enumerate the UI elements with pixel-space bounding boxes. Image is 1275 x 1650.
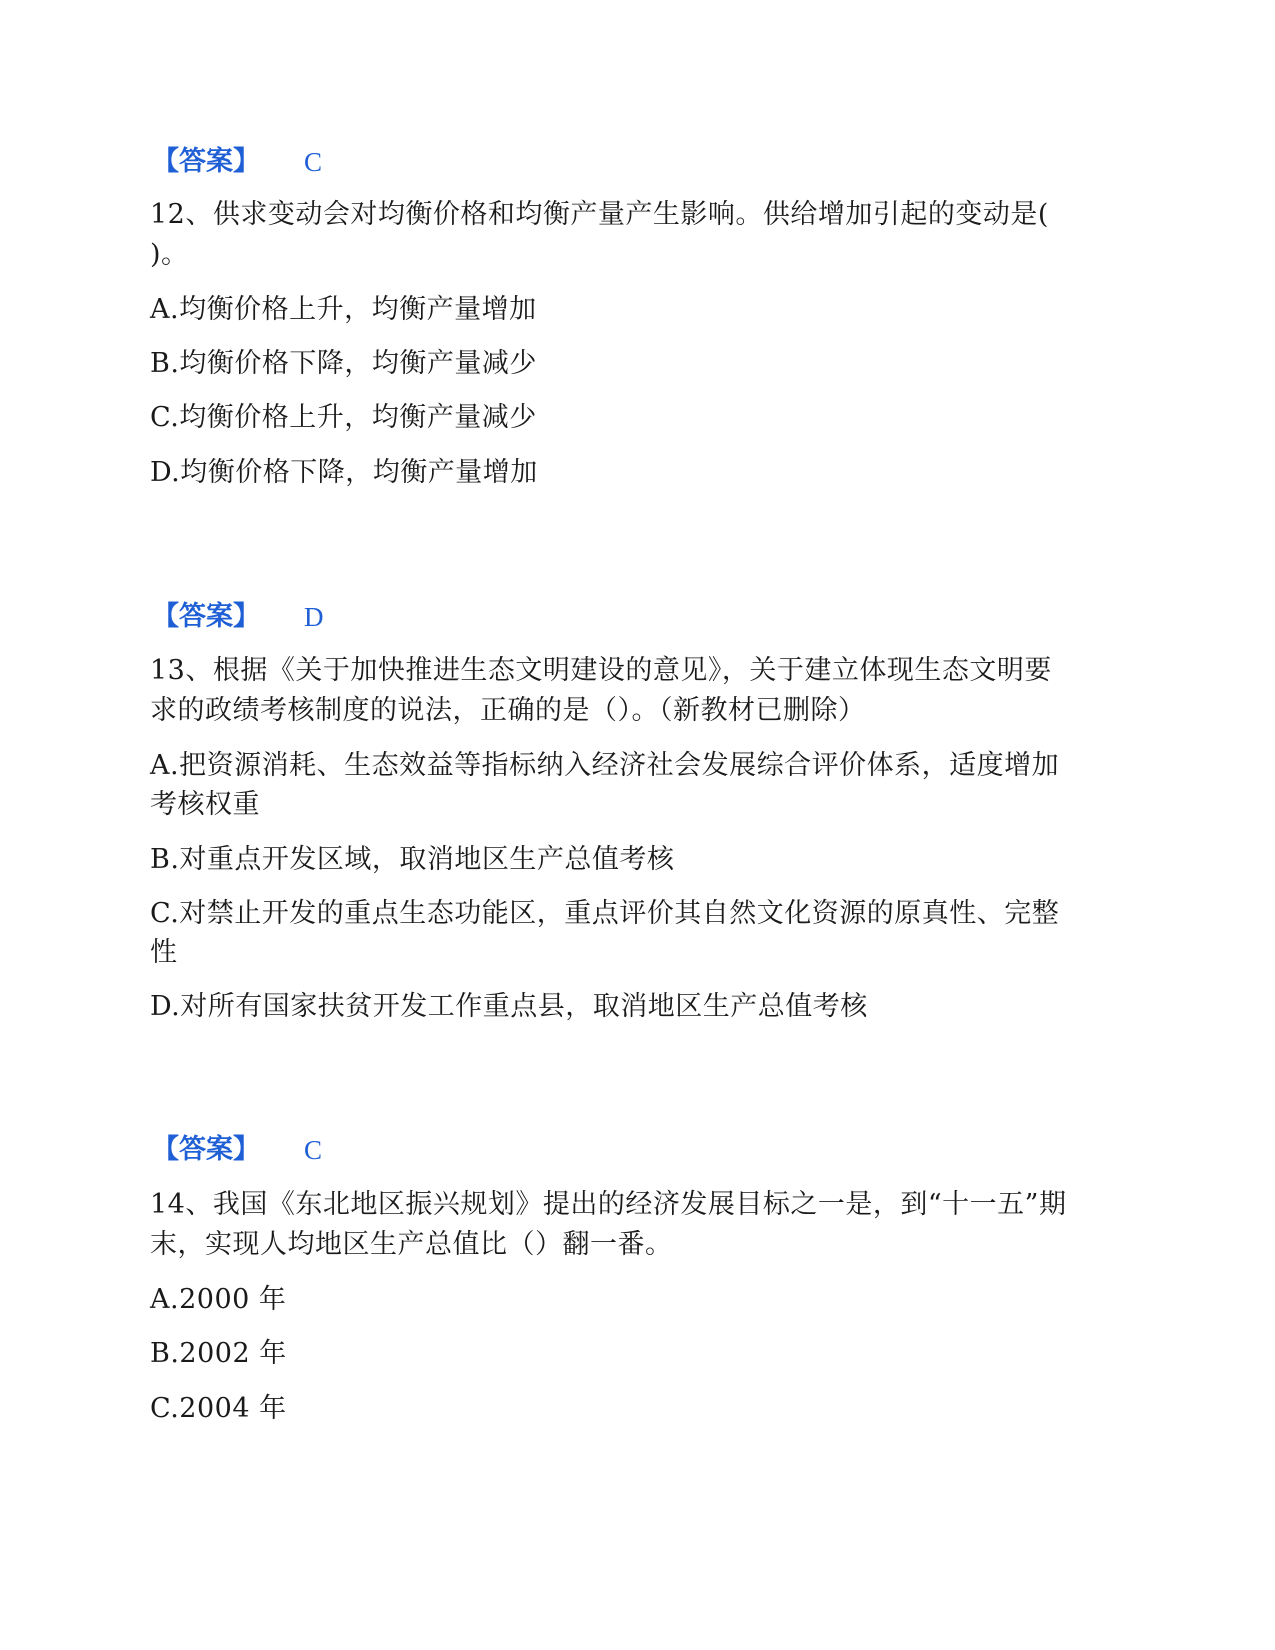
question-13-option-b: B.对重点开发区域，取消地区生产总值考核 <box>150 844 675 875</box>
question-14-option-a: A.2000 年 <box>150 1284 287 1315</box>
answer-value: C <box>304 147 323 177</box>
question-12-option-a: A.均衡价格上升，均衡产量增加 <box>150 294 537 325</box>
question-12-option-c: C.均衡价格上升，均衡产量减少 <box>150 402 537 433</box>
answer-block <box>152 600 324 634</box>
question-14-stem-cont: 末，实现人均地区生产总值比（）翻一番。 <box>150 1229 673 1260</box>
question-12-stem-cont: )。 <box>150 239 189 270</box>
question-14-option-c: C.2004 年 <box>150 1393 287 1424</box>
question-13-option-c-cont: 性 <box>150 937 178 968</box>
answer-label: 【答案】 <box>152 146 260 177</box>
question-13-option-c: C.对禁止开发的重点生态功能区，重点评价其自然文化资源的原真性、完整 <box>150 898 1060 929</box>
answer-label: 【答案】 <box>152 601 260 632</box>
answer-value: C <box>304 1135 323 1165</box>
question-13-option-a-cont: 考核权重 <box>150 789 260 820</box>
question-13-option-d: D.对所有国家扶贫开发工作重点县，取消地区生产总值考核 <box>150 991 868 1022</box>
answer-value: D <box>304 602 324 632</box>
question-13-stem: 13、根据《关于加快推进生态文明建设的意见》，关于建立体现生态文明要 <box>150 655 1052 686</box>
question-12-option-d: D.均衡价格下降，均衡产量增加 <box>150 457 538 488</box>
question-14-option-b: B.2002 年 <box>150 1338 287 1369</box>
question-13-option-a: A.把资源消耗、生态效益等指标纳入经济社会发展综合评价体系，适度增加 <box>150 750 1060 781</box>
answer-block <box>152 145 323 179</box>
question-12-stem: 12、供求变动会对均衡价格和均衡产量产生影响。供给增加引起的变动是( <box>150 199 1049 230</box>
answer-block <box>152 1133 323 1167</box>
question-12-option-b: B.均衡价格下降，均衡产量减少 <box>150 348 537 379</box>
question-14-stem: 14、我国《东北地区振兴规划》提出的经济发展目标之一是，到“十一五”期 <box>150 1189 1067 1220</box>
answer-label: 【答案】 <box>152 1134 260 1165</box>
question-13-stem-cont: 求的政绩考核制度的说法，正确的是（）。（新教材已删除） <box>150 695 866 726</box>
